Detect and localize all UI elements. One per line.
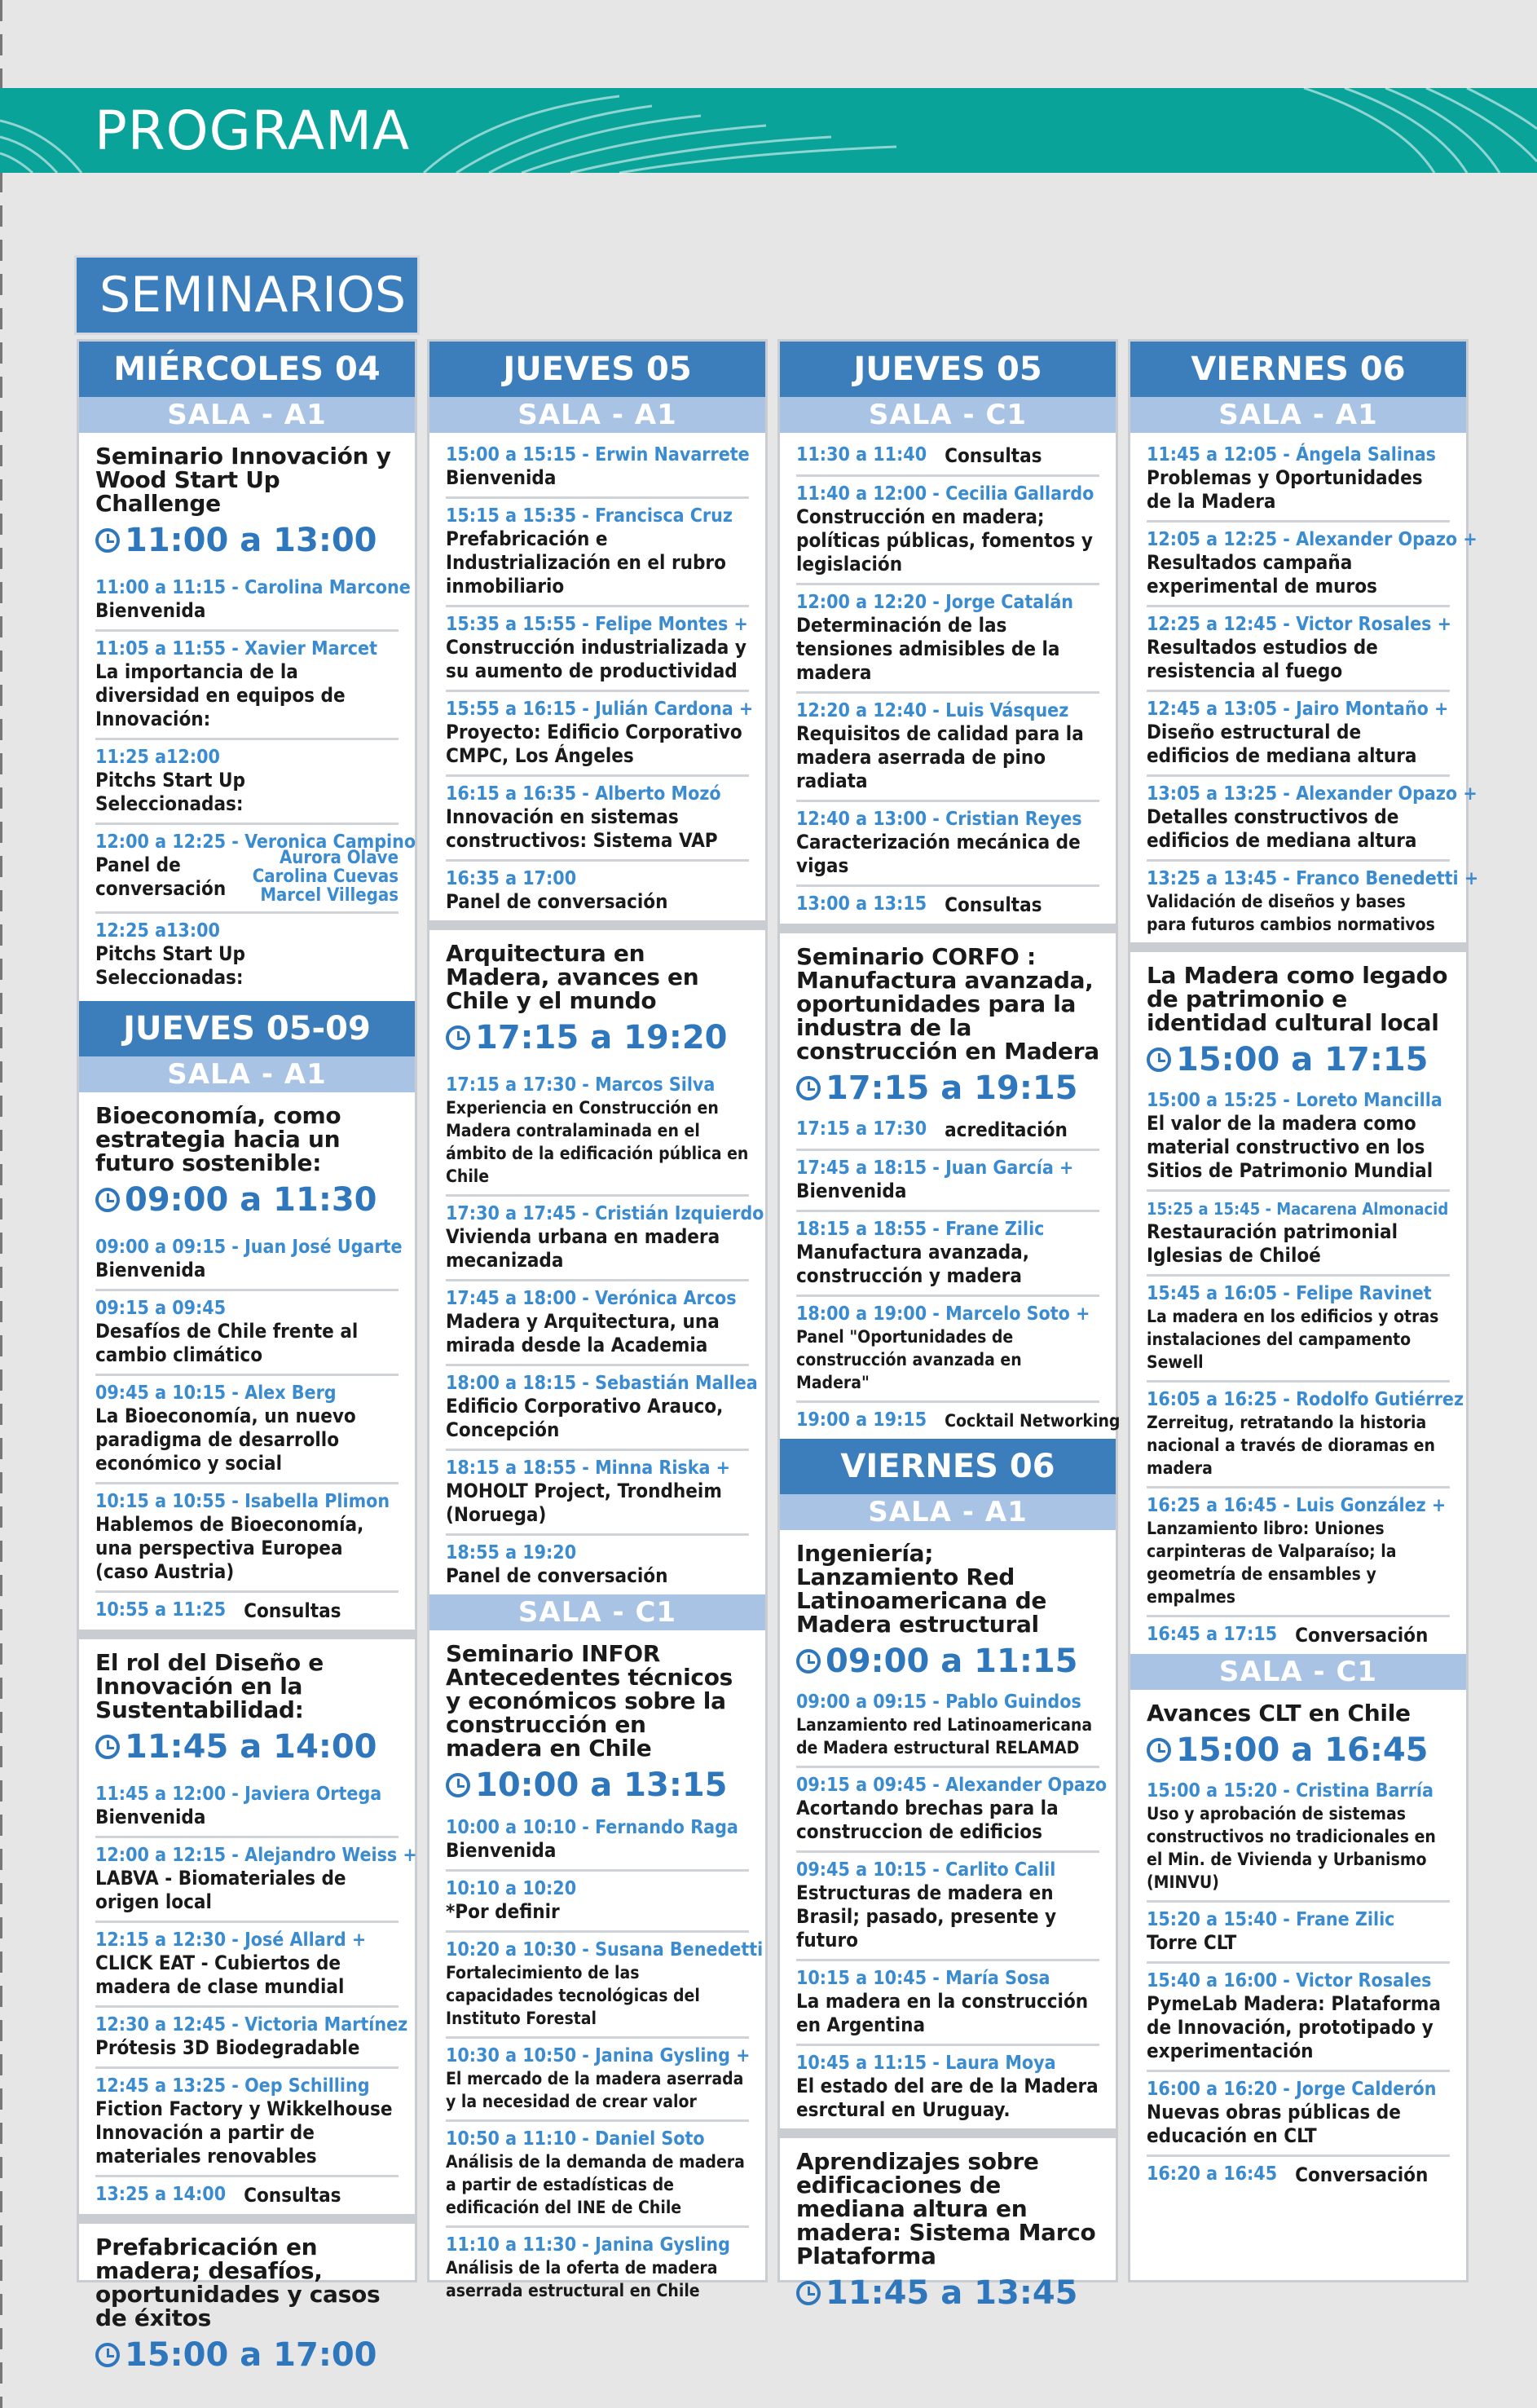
- seminar-time: 09:00 a 11:15: [796, 1643, 1099, 1680]
- seminar-block: [780, 933, 1121, 1439]
- section-divider: [1130, 942, 1466, 952]
- seminar-time: 17:15 a 19:20: [446, 1019, 749, 1056]
- sala-header: SALA - A1: [1130, 397, 1466, 433]
- agenda-item: 09:45 a 10:15 - Alex Berg La Bioeconomía, un nuevo paradigma de desarrollo económico y social: [95, 1376, 399, 1484]
- seminar-title: Bioeconomía, como estrategia hacia un futuro sostenible:: [95, 1102, 341, 1176]
- seminar-block: [780, 433, 1116, 924]
- seminar-title: El rol del Diseño e Innovación en la Sustentabilidad:: [95, 1649, 324, 1723]
- seminar-block: [780, 2138, 1116, 2312]
- seminar-title: La Madera como legado de patrimonio e identidad cultural local: [1147, 962, 1448, 1036]
- header-banner: [0, 88, 1537, 173]
- agenda-item: 16:05 a 16:25 - Rodolfo Gutiérrez Zerreitug, retratando la historia nacional a través de dioramas en madera: [1147, 1383, 1450, 1488]
- agenda-item: 12:45 a 13:25 - Oep Schilling Fiction Factory y Wikkelhouse Innovación a partir de materiales renovables: [95, 2069, 399, 2177]
- seminar-time: 11:00 a 13:00: [95, 522, 399, 559]
- agenda-item: 13:25 a 13:45 - Franco Benedetti + Validación de diseños y bases para futuros cambios normativos: [1147, 868, 1479, 934]
- agenda-item: 16:00 a 16:20 - Jorge Calderón Nuevas obras públicas de educación en CLT: [1147, 2072, 1450, 2157]
- agenda-item: 12:05 a 12:25 - Alexander Opazo + Resultados campaña experimental de muros: [1147, 523, 1450, 607]
- agenda-item: 10:20 a 10:30 - Susana Benedetti Fortalecimiento de las capacidades tecnológicas del Instituto Forestal: [446, 1933, 749, 2039]
- agenda-item: 10:15 a 10:55 - Isabella Plimon Hablemos de Bioeconomía, una perspectiva Europea (caso Austria): [95, 1484, 399, 1593]
- day-header: JUEVES 05: [429, 342, 765, 397]
- agenda-item: 16:35 a 17:00 Panel de conversación: [446, 868, 668, 913]
- seminar-time: 15:00 a 17:00: [95, 2336, 399, 2374]
- seminar-time: 15:00 a 17:15: [1147, 1041, 1450, 1078]
- section-divider: [780, 2128, 1116, 2138]
- agenda-item: 11:40 a 12:00 - Cecilia Gallardo Construcción en madera; políticas públicas, fomentos y legislación: [796, 477, 1099, 585]
- panel-names: Aurora Olave Carolina Cuevas Marcel Villegas: [252, 848, 399, 906]
- agenda-item: 09:00 a 09:15 - Juan José Ugarte Bienvenida: [95, 1230, 399, 1291]
- sala-header: SALA - A1: [429, 397, 765, 433]
- agenda-item: 17:30 a 17:45 - Cristián Izquierdo Vivienda urbana en madera mecanizada: [446, 1197, 749, 1281]
- section-title: SEMINARIOS: [77, 258, 417, 333]
- agenda-item: 13:05 a 13:25 - Alexander Opazo + Detalles constructivos de edificios de mediana altura: [1147, 777, 1450, 862]
- day-header: JUEVES 05: [780, 342, 1116, 397]
- seminar-time: 11:45 a 13:45: [796, 2274, 1099, 2312]
- day-header: MIÉRCOLES 04: [79, 342, 415, 397]
- sala-header: SALA - C1: [429, 1594, 765, 1630]
- agenda-item: 15:35 a 15:55 - Felipe Montes + Construcción industrializada y su aumento de productividad: [446, 607, 749, 692]
- clock-icon: [1147, 1047, 1171, 1072]
- agenda-item: 10:55 a 11:25 Consultas: [95, 1599, 341, 1622]
- seminar-title: Avances CLT en Chile: [1147, 1700, 1411, 1727]
- left-margin-dashes: [0, 0, 2, 2408]
- clock-icon: [796, 1649, 821, 1674]
- clock-icon: [796, 1076, 821, 1100]
- section-divider: [780, 924, 1116, 933]
- seminar-title: Seminario CORFO : Manufactura avanzada, oportunidades para la industra de la construcción en Madera: [796, 943, 1099, 1065]
- agenda-item: 18:55 a 19:20 Panel de conversación: [446, 1542, 668, 1587]
- seminar-title: Seminario Innovación y Wood Start Up Challenge: [95, 443, 391, 517]
- sala-header: SALA - A1: [780, 1494, 1116, 1530]
- agenda-item: 10:00 a 10:10 - Fernando Raga Bienvenida: [446, 1810, 749, 1872]
- seminar-block: [429, 930, 765, 1594]
- agenda-item: 10:10 a 10:20 *Por definir: [446, 1872, 749, 1933]
- agenda-item: 12:00 a 12:20 - Jorge Catalán Determinación de las tensiones admisibles de la madera: [796, 585, 1099, 694]
- day-header: VIERNES 06: [1130, 342, 1466, 397]
- seminar-block: [1130, 952, 1466, 1654]
- agenda-item: 16:15 a 16:35 - Alberto Mozó Innovación en sistemas constructivos: Sistema VAP: [446, 777, 749, 862]
- agenda-item: 13:00 a 13:15 Consultas: [796, 893, 1042, 916]
- agenda-item: 17:45 a 18:15 - Juan García + Bienvenida: [796, 1151, 1099, 1212]
- section-divider: [79, 2214, 415, 2224]
- agenda-item: 12:15 a 12:30 - José Allard + CLICK EAT - Cubiertos de madera de clase mundial: [95, 1923, 399, 2008]
- seminar-block: [1130, 1690, 1466, 2194]
- clock-icon: [95, 1188, 120, 1212]
- agenda-item: 15:20 a 15:40 - Frane Zilic Torre CLT: [1147, 1903, 1450, 1964]
- seminar-title: Aprendizajes sobre edificaciones de mediana altura en madera: Sistema Marco Plataforma: [796, 2148, 1096, 2269]
- seminar-time: 09:00 a 11:30: [95, 1181, 399, 1219]
- agenda-item: 18:00 a 19:00 - Marcelo Soto + Panel "Oportunidades de construcción avanzada en Madera": [796, 1297, 1099, 1403]
- agenda-item: 11:45 a 12:00 - Javiera Ortega Bienvenida: [95, 1777, 399, 1838]
- seminar-time: 10:00 a 13:15: [446, 1766, 749, 1804]
- agenda-item: 11:25 a12:00 Pitchs Start Up Seleccionadas:: [95, 740, 399, 825]
- seminar-block: [79, 433, 415, 996]
- agenda-item: 17:15 a 17:30 - Marcos Silva Experiencia en Construcción en Madera contralaminada en el ámbito de la edificación pública en Chile: [446, 1068, 749, 1197]
- agenda-item: 12:00 a 12:25 - Veronica Campino Panel de conversación Aurora Olave Carolina Cuevas Marcel Villegas: [95, 825, 399, 914]
- agenda-item: 15:25 a 15:45 - Macarena Almonacid Restauración patrimonial Iglesias de Chiloé: [1147, 1192, 1450, 1277]
- agenda-item: 17:15 a 17:30 acreditación: [796, 1112, 1099, 1151]
- agenda-item: 10:45 a 11:15 - Laura Moya El estado del are de la Madera esrctural en Uruguay.: [796, 2053, 1099, 2121]
- column-jueves-a1: [427, 339, 768, 2300]
- agenda-item: 15:55 a 16:15 - Julián Cardona + Proyecto: Edificio Corporativo CMPC, Los Ángeles: [446, 692, 749, 777]
- agenda-item: 09:45 a 10:15 - Carlito Calil Estructuras de madera en Brasil; pasado, presente y futuro: [796, 1853, 1099, 1961]
- agenda-item: 11:05 a 11:55 - Xavier Marcet La importancia de la diversidad en equipos de Innovación:: [95, 632, 399, 740]
- agenda-item: 16:45 a 17:15 Conversación: [1147, 1624, 1429, 1647]
- agenda-item: 15:00 a 15:20 - Cristina Barría Uso y aprobación de sistemas constructivos no tradicionales en el Min. de Vivienda y Urbanismo (MINVU): [1147, 1774, 1450, 1903]
- agenda-item: 11:45 a 12:05 - Ángela Salinas Problemas y Oportunidades de la Madera: [1147, 438, 1450, 523]
- day-header: VIERNES 06: [780, 1439, 1116, 1494]
- agenda-item: 13:25 a 14:00 Consultas: [95, 2184, 341, 2207]
- agenda-item: 15:45 a 16:05 - Felipe Ravinet La madera en los edificios y otras instalaciones del campamento Sewell: [1147, 1277, 1450, 1383]
- seminar-time: 15:00 a 16:45: [1147, 1731, 1450, 1769]
- sala-header: SALA - C1: [780, 397, 1116, 433]
- agenda-item: 10:50 a 11:10 - Daniel Soto Análisis de la demanda de madera a partir de estadísticas de edificación del INE de Chile: [446, 2122, 749, 2228]
- agenda-item: 12:30 a 12:45 - Victoria Martínez Prótesis 3D Biodegradable: [95, 2008, 399, 2069]
- seminar-time: 11:45 a 14:00: [95, 1728, 399, 1766]
- agenda-item: 11:10 a 11:30 - Janina Gysling Análisis de la oferta de madera aserrada estructural en Chile: [446, 2234, 730, 2300]
- seminar-block: [79, 2224, 415, 2374]
- seminar-block: [79, 1092, 415, 1630]
- page-title: PROGRAMA: [95, 99, 411, 162]
- agenda-item: 18:15 a 18:55 - Minna Riska + MOHOLT Project, Trondheim (Noruega): [446, 1451, 749, 1536]
- section-divider: [79, 1630, 415, 1639]
- agenda-item: 10:30 a 10:50 - Janina Gysling + El mercado de la madera aserrada y la necesidad de crear valor: [446, 2039, 749, 2122]
- agenda-item: 15:00 a 15:25 - Loreto Mancilla El valor de la madera como material constructivo en los Sitios de Patrimonio Mundial: [1147, 1083, 1450, 1192]
- seminar-title: Prefabricación en madera; desafíos, oportunidades y casos de éxitos: [95, 2234, 381, 2331]
- sala-header: SALA - A1: [79, 1056, 415, 1092]
- clock-icon: [95, 528, 120, 553]
- agenda-item: 17:45 a 18:00 - Verónica Arcos Madera y Arquitectura, una mirada desde la Academia: [446, 1281, 749, 1366]
- agenda-item: 09:15 a 09:45 Desafíos de Chile frente al cambio climático: [95, 1291, 399, 1376]
- seminar-block: [780, 1530, 1116, 2128]
- seminar-title: Ingeniería; Lanzamiento Red Latinoamericana de Madera estructural: [796, 1540, 1047, 1638]
- agenda-item: 12:40 a 13:00 - Cristian Reyes Caracterización mecánica de vigas: [796, 802, 1099, 887]
- agenda-item: 15:40 a 16:00 - Victor Rosales PymeLab Madera: Plataforma de Innovación, prototipado y experimentación: [1147, 1964, 1450, 2072]
- column-miercoles: [77, 339, 417, 2374]
- agenda-item: 18:15 a 18:55 - Frane Zilic Manufactura avanzada, construcción y madera: [796, 1212, 1099, 1297]
- sala-header: SALA - A1: [79, 397, 415, 433]
- agenda-item: 12:00 a 12:15 - Alejandro Weiss + LABVA - Biomateriales de origen local: [95, 1838, 399, 1923]
- agenda-item: 12:25 a13:00 Pitchs Start Up Seleccionadas:: [95, 920, 245, 989]
- agenda-item: 18:00 a 18:15 - Sebastián Mallea Edificio Corporativo Arauco, Concepción: [446, 1366, 749, 1451]
- seminar-block: [429, 1630, 765, 2309]
- agenda-item: 12:25 a 12:45 - Victor Rosales + Resultados estudios de resistencia al fuego: [1147, 607, 1450, 692]
- column-jueves-c1: [777, 339, 1121, 2312]
- clock-icon: [796, 2281, 821, 2305]
- agenda-item: 19:00 a 19:15 Cocktail Networking: [796, 1409, 1121, 1431]
- agenda-item: 10:15 a 10:45 - María Sosa La madera en la construcción en Argentina: [796, 1961, 1099, 2046]
- agenda-item: 09:15 a 09:45 - Alexander Opazo Acortando brechas para la construccion de edificios: [796, 1768, 1099, 1853]
- agenda-item: 12:45 a 13:05 - Jairo Montaño + Diseño estructural de edificios de mediana altura: [1147, 692, 1450, 777]
- section-divider: [429, 920, 765, 930]
- seminar-title: Arquitectura en Madera, avances en Chile y el mundo: [446, 940, 699, 1014]
- seminar-title: Seminario INFOR Antecedentes técnicos y económicos sobre la construcción en madera en Chile: [446, 1640, 733, 1762]
- clock-icon: [1147, 1738, 1171, 1762]
- column-viernes: [1128, 339, 1479, 2282]
- clock-icon: [95, 2343, 120, 2367]
- agenda-item: 12:20 a 12:40 - Luis Vásquez Requisitos de calidad para la madera aserrada de pino radiata: [796, 694, 1099, 802]
- seminar-block: [79, 1639, 415, 2214]
- agenda-item: 15:00 a 15:15 - Erwin Navarrete Bienvenida: [446, 438, 749, 499]
- clock-icon: [95, 1735, 120, 1759]
- agenda-item: 15:15 a 15:35 - Francisca Cruz Prefabricación e Industrialización en el rubro inmobiliario: [446, 499, 749, 607]
- seminar-block: [429, 433, 765, 920]
- clock-icon: [446, 1025, 470, 1050]
- sala-header: SALA - C1: [1130, 1654, 1466, 1690]
- agenda-item: 16:20 a 16:45 Conversación: [1147, 2163, 1429, 2186]
- agenda-item: 16:25 a 16:45 - Luis González + Lanzamiento libro: Uniones carpinteras de Valparaíso; la geometría de ensambles y empalmes: [1147, 1488, 1450, 1617]
- agenda-item: 11:00 a 11:15 - Carolina Marcone Bienvenida: [95, 571, 399, 632]
- agenda-item: 11:30 a 11:40 Consultas: [796, 438, 1099, 477]
- day-header: JUEVES 05-09: [79, 1001, 415, 1056]
- clock-icon: [446, 1773, 470, 1797]
- seminar-block: [1130, 433, 1479, 942]
- agenda-item: 09:00 a 09:15 - Pablo Guindos Lanzamiento red Latinoamericana de Madera estructural RELAMAD: [796, 1685, 1099, 1768]
- seminar-time: 17:15 a 19:15: [796, 1069, 1099, 1107]
